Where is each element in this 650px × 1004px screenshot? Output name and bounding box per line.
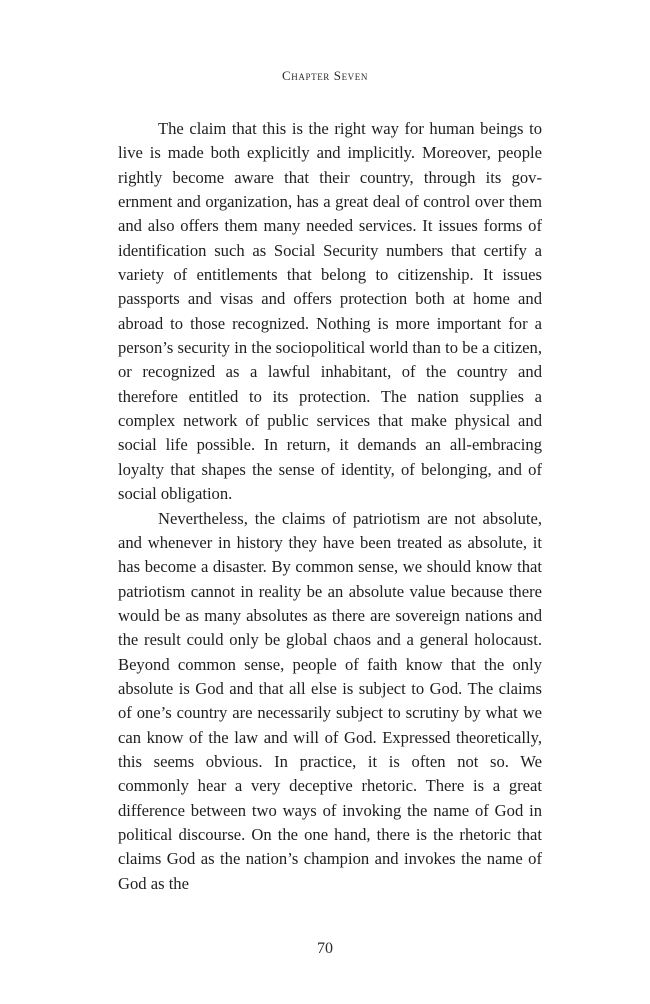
paragraph: Nevertheless, the claims of patriotism are not absolute, and whenever in history they have been treated as absolute, it has become a disaster. By common sense, we should know that patriotism cannot in reality be an absolute value because there would be as many absolutes as there are sovereign nations and the result could only be global chaos and a general holocaust. Beyond common sense, people of faith know that the only absolute is God and that all else is subject to God. The claims of one’s country are necessarily subject to scrutiny by what we can know of the law and will of God. Expressed theoretically, this seems obvious. In practice, it is often not so. We commonly hear a very deceptive rhetoric. There is a great difference between two ways of invoking the name of God in political discourse. On the one hand, there is the rhetoric that claims God as the nation’s champion and invokes the name of God as the bbox=[118, 508, 542, 893]
running-head: Chapter Seven bbox=[282, 68, 368, 83]
body-text bbox=[118, 117, 542, 896]
page-number: 70 bbox=[317, 940, 333, 957]
paragraph: The claim that this is the right way for human beings to live is made both explicitly and implicitly. Moreover, people rightly become aware that their country, through its government and organization, has a great deal of control over them and also offers them many needed services. It issues forms of identification such as Social Security numbers that certify a variety of entitlements that belong to citizenship. It issues passports and visas and offers protection both at home and abroad to those recognized. Nothing is more important for a person’s security in the sociopolitical world than to be a citizen, or recognized as a lawful inhabitant, of the country and therefore entitled to its protection. The nation supplies a complex network of public services that make physical and social life possible. In return, it demands an all-embracing loyalty that shapes the sense of identity, of belonging, and of social obligation. bbox=[118, 119, 542, 504]
